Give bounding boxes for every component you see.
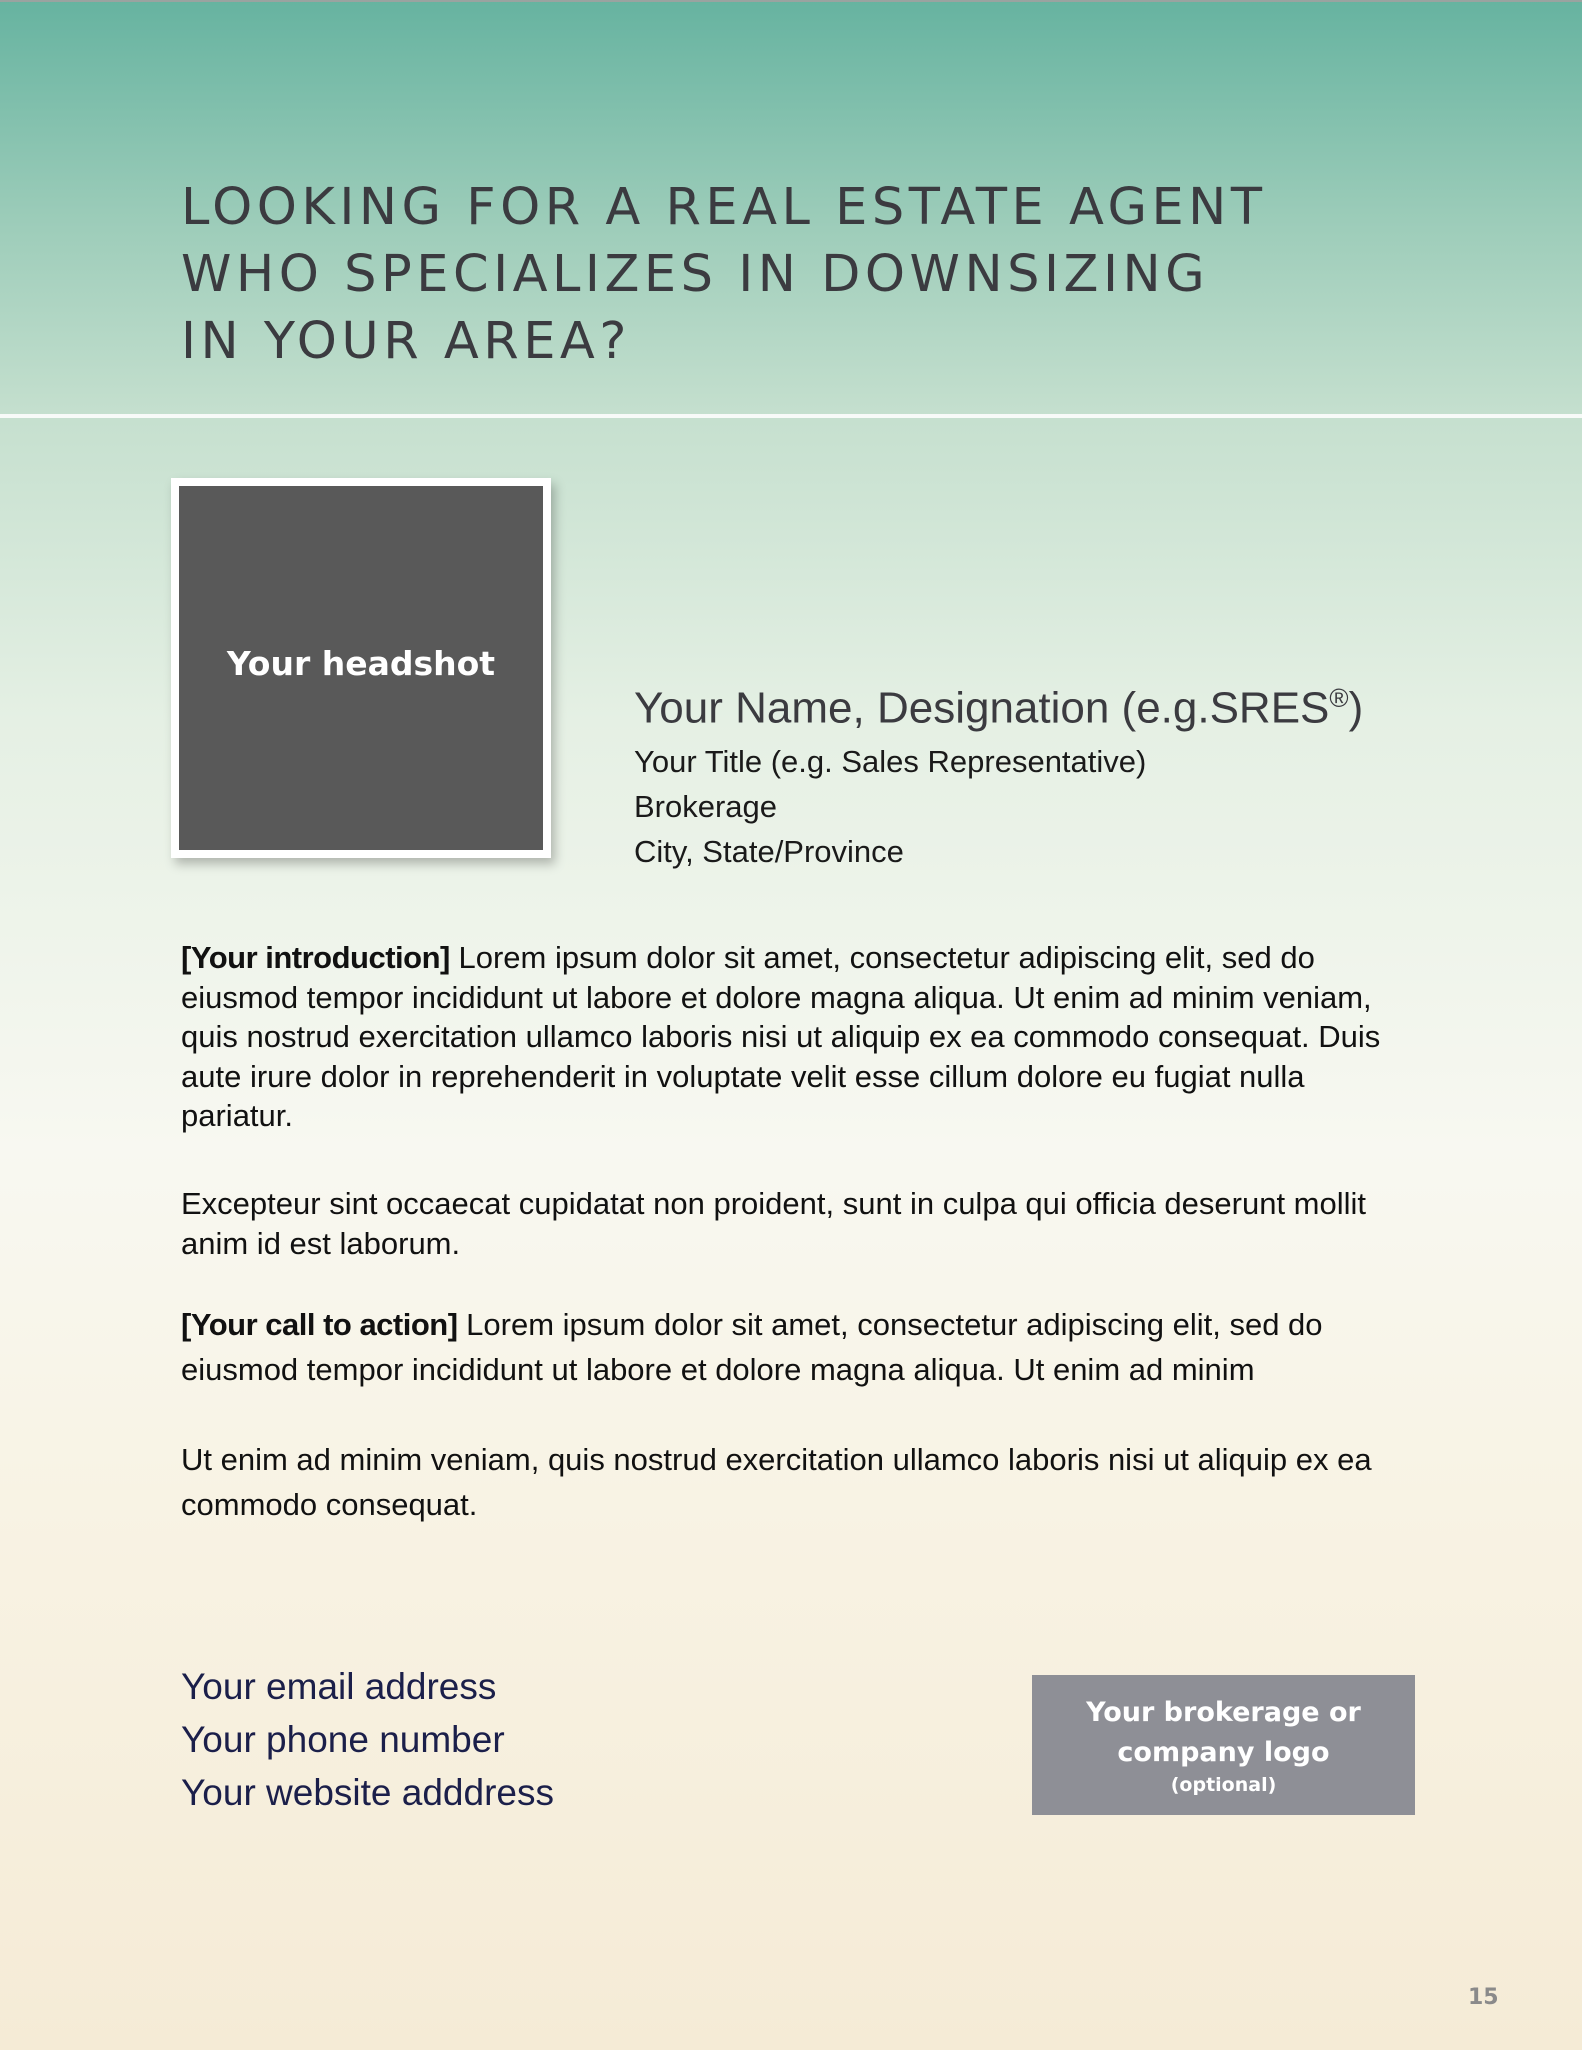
agent-name-close: )	[1348, 683, 1364, 733]
headline-line-2: WHO SPECIALIZES IN DOWNSIZING	[181, 245, 1210, 304]
call-to-action-text: Lorem ipsum dolor sit amet, consectetur adipiscing elit, sed do eiusmod tempor incididunt ut labore et dolore magna aliqua. Ut enim ad minim	[181, 1307, 1323, 1387]
body-paragraph-4: Ut enim ad minim veniam, quis nostrud exercitation ullamco laboris nisi ut aliquip ex ea commodo consequat.	[181, 1442, 1372, 1522]
logo-line-2: company logo	[1117, 1737, 1330, 1768]
headshot-placeholder	[179, 486, 543, 850]
call-to-action-paragraph	[181, 1302, 1421, 1392]
logo-optional-note: (optional)	[1170, 1774, 1277, 1796]
contact-block	[181, 1660, 781, 1819]
page-headline	[181, 174, 1381, 375]
headshot-frame	[171, 478, 551, 858]
agent-name	[634, 668, 1534, 739]
contact-email[interactable]: Your email address	[181, 1666, 497, 1707]
header-divider	[0, 414, 1582, 418]
page-number: 15	[1468, 1985, 1499, 2010]
introduction-text: Lorem ipsum dolor sit amet, consectetur adipiscing elit, sed do eiusmod tempor incididunt ut labore et dolore magna aliqua. Ut enim ad minim veniam, quis nostrud exercitation ullamco laboris nisi ut aliquip ex ea commodo consequat. Duis aute irure dolor in reprehenderit in voluptate velit esse cillum dolore eu fugiat nulla pariatur.	[181, 940, 1381, 1133]
headline-line-1: LOOKING FOR A REAL ESTATE AGENT	[181, 178, 1267, 237]
agent-location: City, State/Province	[634, 833, 904, 869]
headline-line-3: IN YOUR AREA?	[181, 312, 631, 371]
contact-website[interactable]: Your website adddress	[181, 1772, 554, 1813]
headshot-label: Your headshot	[226, 643, 496, 683]
agent-title: Your Title (e.g. Sales Representative)	[634, 743, 1147, 779]
introduction-label: [Your introduction]	[181, 940, 450, 975]
top-border	[0, 0, 1582, 2]
registered-mark: ®	[1329, 683, 1349, 713]
logo-placeholder	[1032, 1675, 1415, 1815]
introduction-paragraph	[181, 938, 1421, 1136]
agent-name-text: Your Name, Designation (e.g.SRES	[634, 683, 1330, 733]
logo-line-1: Your brokerage or	[1086, 1697, 1361, 1728]
call-to-action-label: [Your call to action]	[181, 1307, 458, 1342]
agent-brokerage: Brokerage	[634, 788, 778, 824]
contact-phone[interactable]: Your phone number	[181, 1719, 505, 1760]
agent-info	[634, 668, 1534, 874]
body-paragraph-2: Excepteur sint occaecat cupidatat non proident, sunt in culpa qui officia deserunt mollit anim id est laborum.	[181, 1186, 1367, 1261]
